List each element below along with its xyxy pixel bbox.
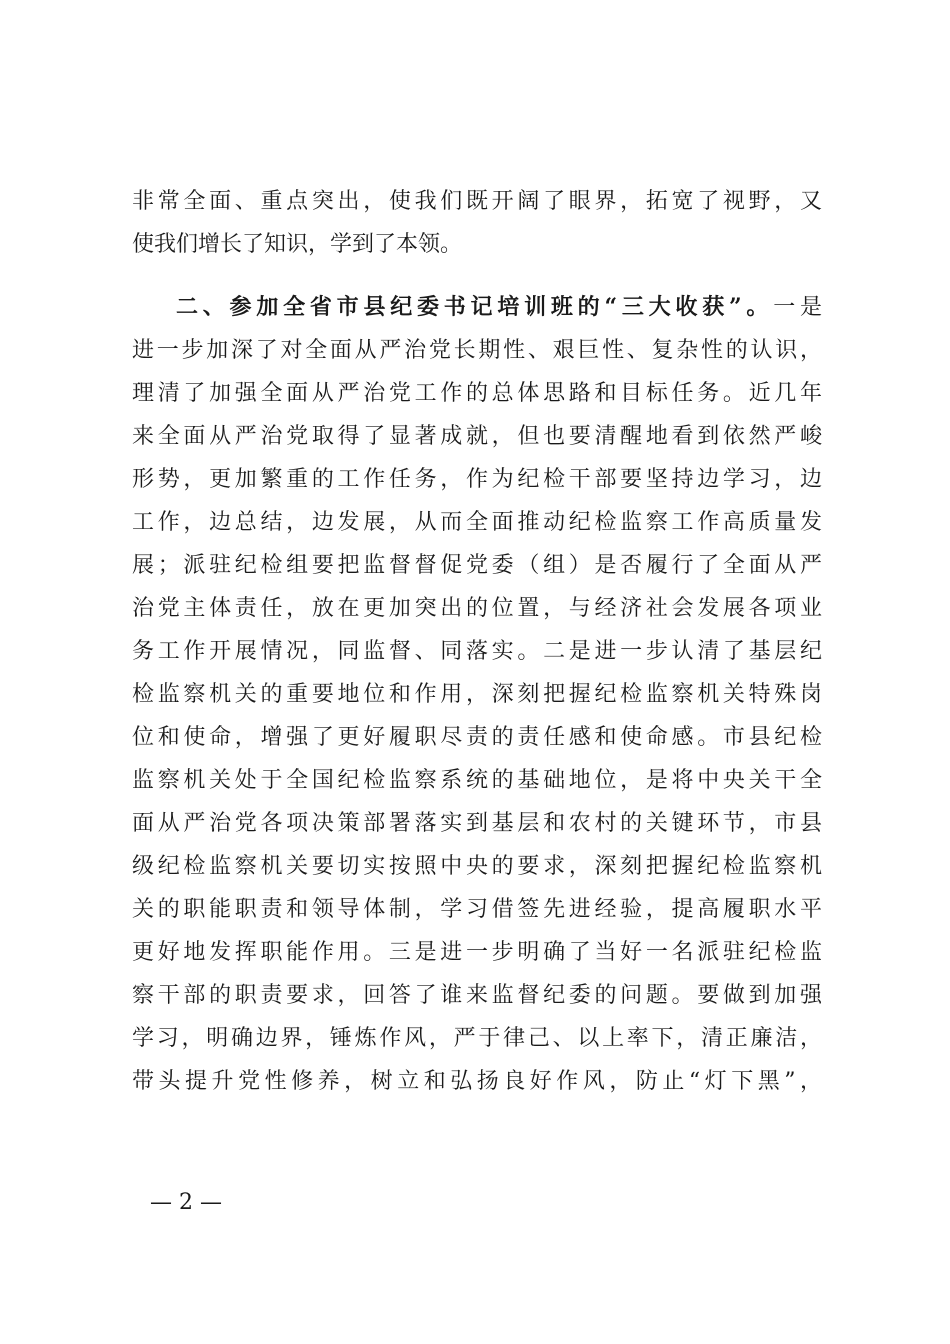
paragraph-line: 务工作开展情况，同监督、同落实。二是进一步认清了基层纪 [132, 639, 822, 664]
paragraph-line: 治党主体责任，放在更加突出的位置，与经济社会发展各项业 [132, 596, 822, 621]
paragraph-line: 工作，边总结，边发展，从而全面推动纪检监察工作高质量发 [132, 510, 822, 535]
paragraph-first-line [132, 286, 822, 329]
paragraph-line: 更好地发挥职能作用。三是进一步明确了当好一名派驻纪检监 [132, 940, 822, 965]
paragraph-2 [132, 286, 822, 1103]
body-text [132, 180, 822, 1103]
paragraph-line: 位和使命，增强了更好履职尽责的责任感和使命感。市县纪检 [132, 725, 822, 750]
paragraph-line-rest: 一是 [773, 295, 822, 320]
paragraph-line: 察干部的职责要求，回答了谁来监督纪委的问题。要做到加强 [132, 983, 822, 1008]
page-number: — 2 — [150, 1190, 222, 1215]
paragraph-line: 检监察机关的重要地位和作用，深刻把握纪检监察机关特殊岗 [132, 682, 822, 707]
paragraph-line: 面从严治党各项决策部署落实到基层和农村的关键环节，市县 [132, 811, 822, 836]
paragraph-line: 进一步加深了对全面从严治党长期性、艰巨性、复杂性的认识， [132, 338, 822, 363]
paragraph-line: 级纪检监察机关要切实按照中央的要求，深刻把握纪检监察机 [132, 854, 822, 879]
paragraph-line: 形势，更加繁重的工作任务，作为纪检干部要坚持边学习，边 [132, 467, 822, 492]
paragraph-line: 关的职能职责和领导体制，学习借签先进经验，提高履职水平 [132, 897, 822, 922]
paragraph-line: 来全面从严治党取得了显著成就，但也要清醒地看到依然严峻 [132, 424, 822, 449]
paragraph-line: 非常全面、重点突出，使我们既开阔了眼界，拓宽了视野，又 [132, 189, 822, 214]
paragraph-1 [132, 180, 822, 266]
paragraph-line: 理清了加强全面从严治党工作的总体思路和目标任务。近几年 [132, 381, 822, 406]
paragraph-line: 展；派驻纪检组要把监督督促党委（组）是否履行了全面从严 [132, 553, 822, 578]
paragraph-line: 使我们增长了知识，学到了本领。 [132, 232, 463, 257]
paragraph-line: 学习，明确边界，锤炼作风，严于律己、以上率下，清正廉洁， [132, 1026, 822, 1051]
paragraph-line: 带头提升党性修养，树立和弘扬良好作风，防止“灯下黑”， [132, 1069, 822, 1094]
paragraph-line: 监察机关处于全国纪检监察系统的基础地位，是将中央关干全 [132, 768, 822, 793]
section-heading: 二、参加全省市县纪委书记培训班的“三大收获”。 [176, 294, 774, 320]
